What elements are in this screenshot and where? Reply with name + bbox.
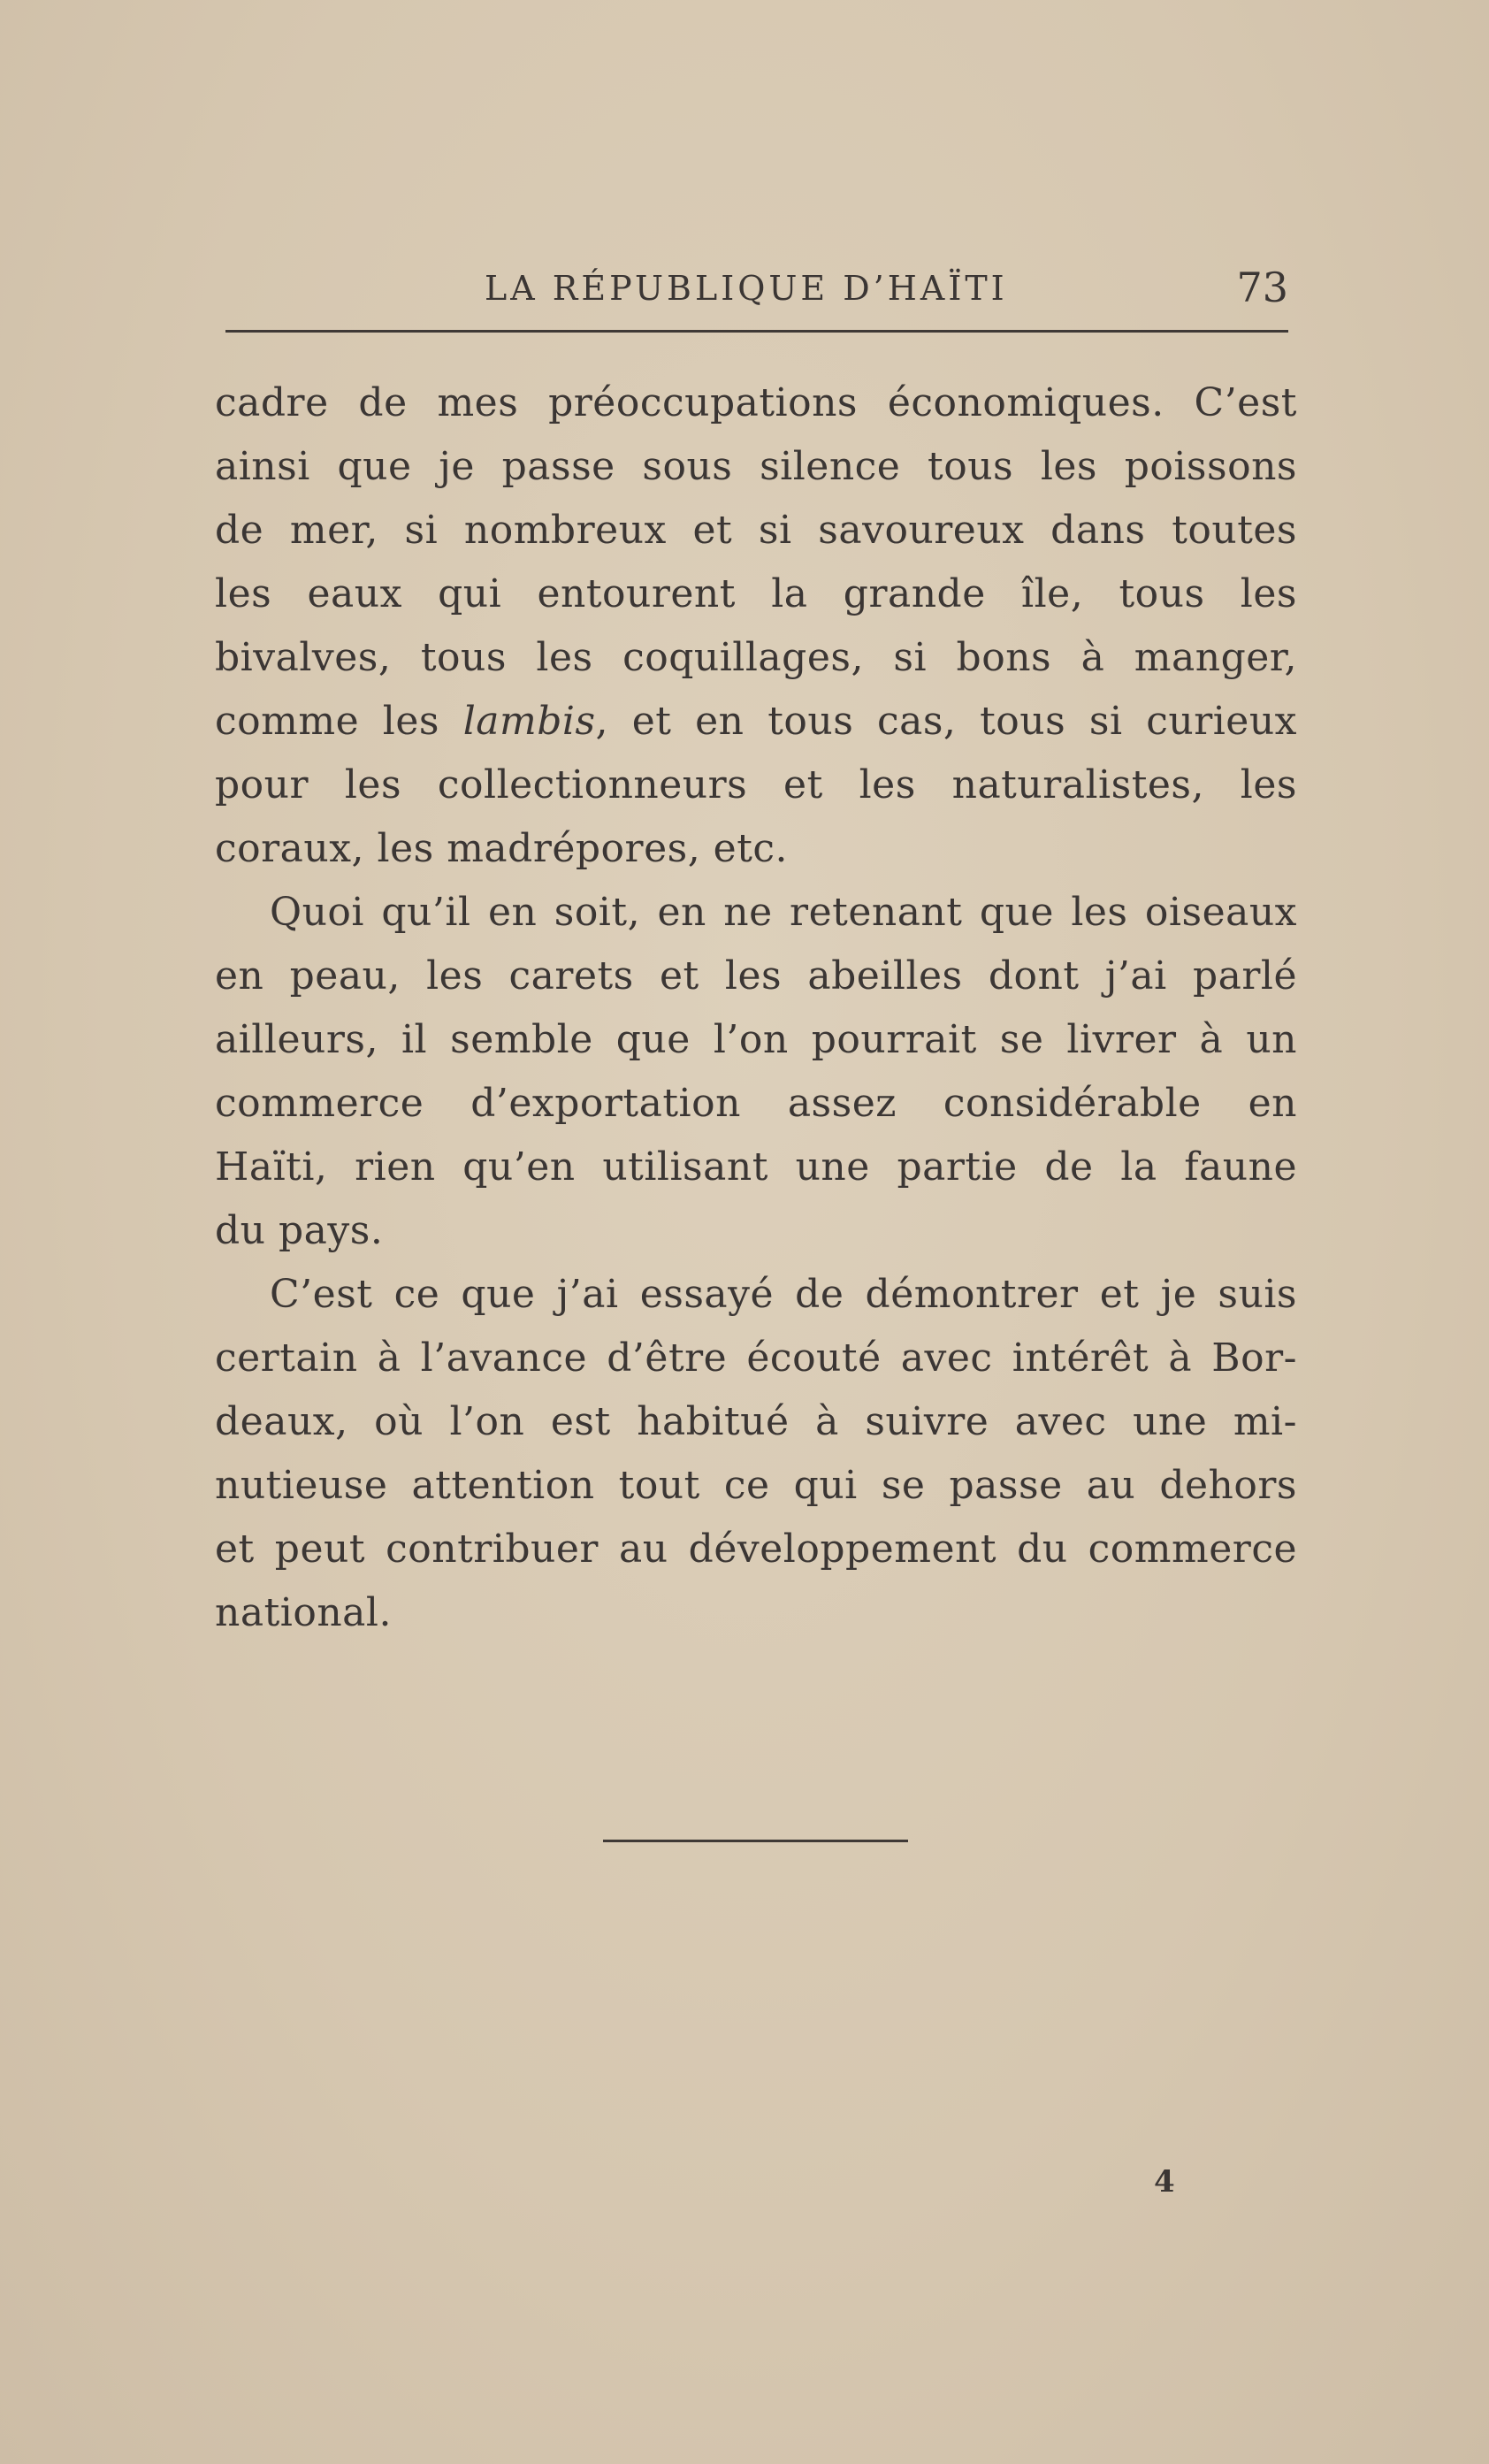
text-line: commerce d’exportation assez considérable en [215,1081,1297,1126]
body-text [215,371,1297,1645]
text-segment: comme les [215,699,463,744]
text-line: et peut contribuer au développement du commerce [215,1527,1297,1572]
text-line: deaux, où l’on est habitué à suivre avec une mi- [215,1399,1297,1444]
text-line: certain à l’avance d’être écouté avec intérêt à Bor- [215,1335,1297,1381]
text-line: ainsi que je passe sous silence tous les poissons [215,444,1297,489]
paragraph-end-line: national. [215,1590,392,1635]
text-line: bivalves, tous les coquillages, si bons à manger, [215,635,1297,680]
signature-mark: 4 [1154,2164,1175,2200]
text-line: en peau, les carets et les abeilles dont j’ai parlé [215,953,1297,999]
header-rule [225,330,1288,333]
page-header [225,264,1295,334]
text-line: ailleurs, il semble que l’on pourrait se livrer à un [215,1017,1297,1062]
paragraph-end-line: du pays. [215,1208,384,1253]
text-segment: , et en tous cas, tous si curieux [595,699,1297,744]
running-title: LA RÉPUBLIQUE D’HAÏTI [485,269,1008,308]
page-number: 73 [1236,264,1288,311]
paragraph-start-line: Quoi qu’il en soit, en ne retenant que les oiseaux [270,890,1297,935]
paragraph-start-line: C’est ce que j’ai essayé de démontrer et je suis [270,1272,1297,1317]
text-line: les eaux qui entourent la grande île, tous les [215,571,1297,616]
text-line [215,690,1297,754]
italic-term: lambis [462,699,596,744]
text-line: pour les collectionneurs et les naturalistes, les [215,762,1297,807]
text-line: cadre de mes préoccupations économiques. C’est [215,380,1297,425]
text-line: Haïti, rien qu’en utilisant une partie de la faune [215,1144,1297,1190]
paragraph-end-line: coraux, les madrépores, etc. [215,826,789,871]
text-line: de mer, si nombreux et si savoureux dans toutes [215,508,1297,553]
section-end-rule [603,1840,908,1842]
text-line: nutieuse attention tout ce qui se passe au dehors [215,1463,1297,1508]
